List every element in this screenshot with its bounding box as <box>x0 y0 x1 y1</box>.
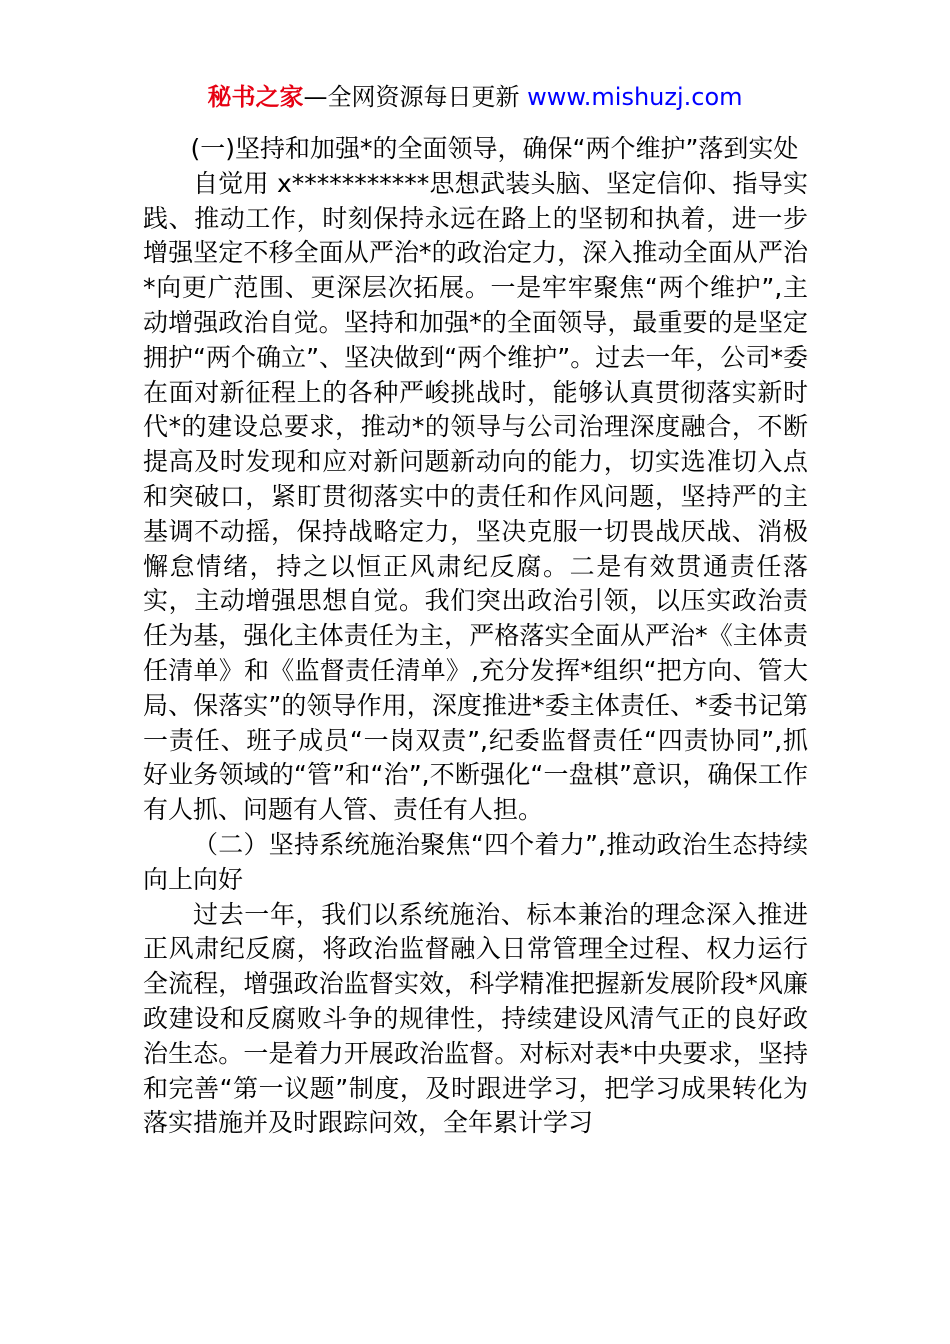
site-url-link[interactable]: www.mishuzj.com <box>527 83 743 111</box>
section-heading-1: (一)坚持和加强*的全面领导，确保“两个维护”落到实处 <box>190 134 799 163</box>
document-body <box>143 132 808 1141</box>
section-paragraph-1: 自觉用 x***********思想武装头脑、坚定信仰、指导实践、推动工作，时刻保持永远在路上的坚韧和执着，进一步增强坚定不移全面从严治*的政治定力，深入推动全面从严治*向更广范围、更深层次拓展。一是牢牢聚焦“两个维护”,主动增强政治自觉。坚持和加强*的全面领导，最重要的是坚定拥护“两个确立”、坚决做到“两个维护”。过去一年，公司*委在面对新征程上的各种严峻挑战时，能够认真贯彻落实新时代*的建设总要求，推动*的领导与公司治理深度融合，不断提高及时发现和应对新问题新动向的能力，切实选准切入点和突破口，紧盯贯彻落实中的责任和作风问题，坚持严的主基调不动摇，保持战略定力，坚决克服一切畏战厌战、消极懈怠情绪，持之以恒正风肃纪反腐。二是有效贯通责任落实，主动增强思想自觉。我们突出政治引领，以压实政治责任为基，强化主体责任为主，严格落实全面从严治*《主体责任清单》和《监督责任清单》,充分发挥*组织“把方向、管大局、保落实”的领导作用，深度推进*委主体责任、*委书记第一责任、班子成员“一岗双责”,纪委监督责任“四责协同”,抓好业务领域的“管”和“治”,不断强化“一盘棋”意识，确保工作有人抓、问题有人管、责任有人担。 <box>143 168 808 825</box>
site-header <box>0 80 950 114</box>
site-tagline: —全网资源每日更新 <box>303 83 528 111</box>
section-heading-2: （二）坚持系统施治聚焦“四个着力”,推动政治生态持续向上向好 <box>143 829 808 894</box>
site-brand: 秘书之家 <box>207 83 304 111</box>
section-paragraph-2: 过去一年，我们以系统施治、标本兼治的理念深入推进正风肃纪反腐，将政治监督融入日常管理全过程、权力运行全流程，增强政治监督实效，科学精准把握新发展阶段*风廉政建设和反腐败斗争的规律性，持续建设风清气正的良好政治生态。一是着力开展政治监督。对标对表*中央要求，坚持和完善“第一议题”制度，及时跟进学习，把学习成果转化为落实措施并及时跟踪问效，全年累计学习 <box>143 899 808 1138</box>
